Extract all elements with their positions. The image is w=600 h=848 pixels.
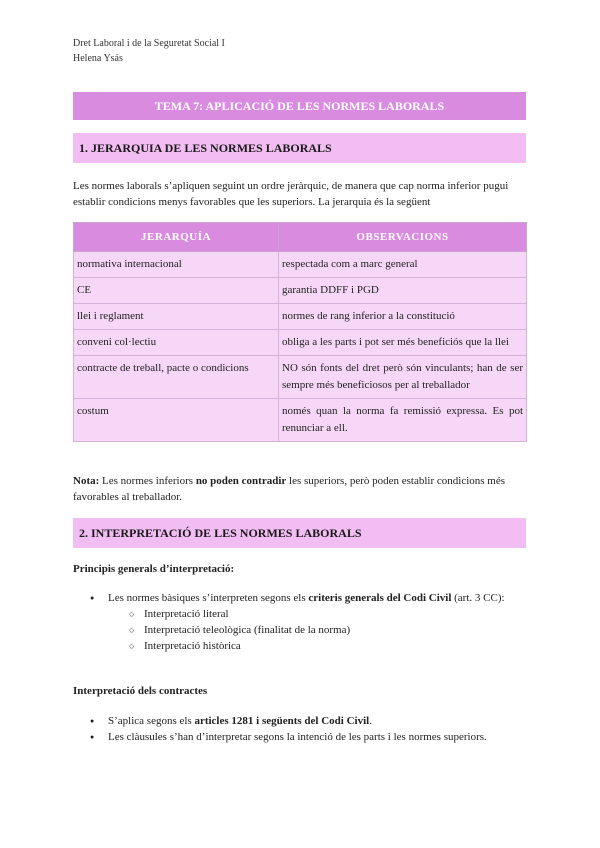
table-cell: normes de rang inferior a la constitució [279,304,527,330]
note-label: Nota: [73,475,100,487]
list-item-text: . [369,715,372,727]
hierarchy-table [73,222,527,442]
table-row [74,330,527,356]
table-cell: respectada com a marc general [279,252,527,278]
list-item [73,713,528,729]
table-cell: normativa internacional [74,252,279,278]
list-item-emphasis: criteris generals del Codi Civil [308,592,452,604]
section-1-heading: 1. JERARQUIA DE LES NORMES LABORALS [73,133,526,163]
document-header [73,36,225,66]
table-cell: contracte de treball, pacte o condicions [74,356,279,399]
note-text-2: les superiors, però poden establir condicions més favorables al treballador. [73,475,506,503]
table-cell: costum [74,399,279,442]
section-2-heading: 2. INTERPRETACIÓ DE LES NORMES LABORALS [73,518,526,548]
topic-title: TEMA 7: APLICACIÓ DE LES NORMES LABORALS [73,92,526,120]
table-cell: llei i reglament [74,304,279,330]
subheading-principles: Principis generals d’interpretació: [73,563,235,575]
list-subitem: ○ Interpretació literal [73,606,528,622]
table-header-row [74,223,527,252]
column-header-hierarchy: JERARQUÍA [74,223,279,252]
table-cell: NO són fonts del dret però són vinculants; han de ser sempre més beneficiosos per al treballador [279,356,527,399]
column-header-observations: OBSERVACIONS [279,223,527,252]
table-cell: CE [74,278,279,304]
table-cell: obliga a les parts i pot ser més beneficiós que la llei [279,330,527,356]
list-item-text: S’aplica segons els [108,715,195,727]
table-cell: garantia DDFF i PGD [279,278,527,304]
subheading-contracts: Interpretació dels contractes [73,685,208,697]
table-cell: només quan la norma fa remissió expressa. Es pot renunciar a ell. [279,399,527,442]
table-row [74,399,527,442]
note-text-1: Les normes inferiors [99,475,196,487]
course-name: Dret Laboral i de la Seguretat Social I [73,38,225,49]
list-item-text: Les normes bàsiques s’interpreten segons els [108,592,309,604]
author-name: Helena Ysás [73,53,123,64]
section-1-intro: Les normes laborals s’apliquen seguint un ordre jeràrquic, de manera que cap norma inferior pugui establir condicions menys favorables que les superiors. La jerarquia és la següent [73,180,509,208]
note-emphasis: no poden contradir [195,475,287,487]
principles-list [73,590,528,654]
list-item-text: (art. 3 CC): [451,592,505,604]
note-paragraph [73,473,528,505]
table-row [74,356,527,399]
table-row [74,304,527,330]
list-item: ● Les clàusules s’han d’interpretar segons la intenció de les parts i les normes superiors. [73,729,528,745]
list-subitem: ○ Interpretació històrica [73,638,528,654]
table-row [74,278,527,304]
list-item [73,590,528,606]
table-row [74,252,527,278]
contracts-list [73,713,528,745]
table-cell: conveni col·lectiu [74,330,279,356]
list-item-emphasis: articles 1281 i següents del Codi Civil [194,715,370,727]
list-subitem: ○ Interpretació teleològica (finalitat de la norma) [73,622,528,638]
